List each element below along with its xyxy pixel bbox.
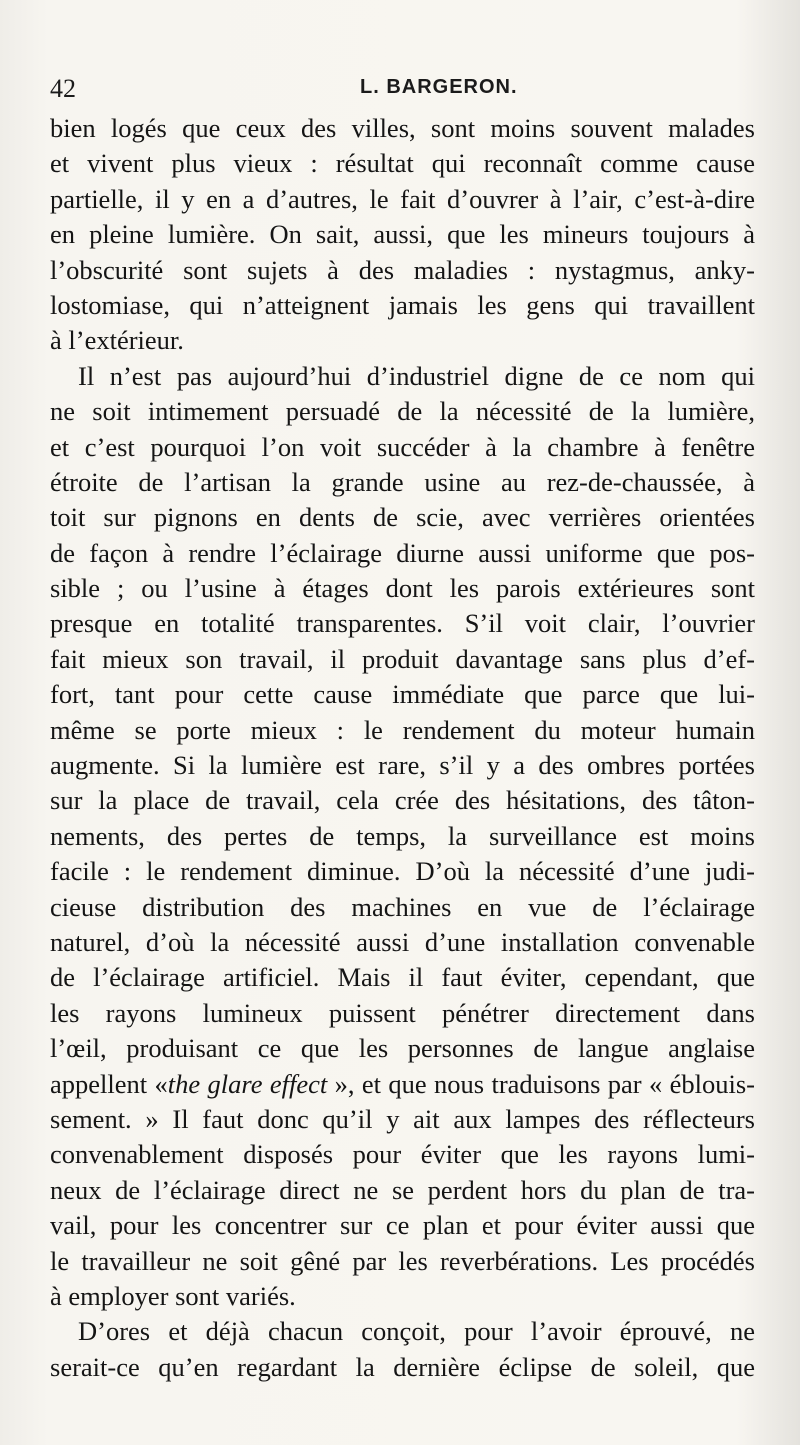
page-number: 42 — [50, 74, 76, 103]
text-line: sible ; ou l’usine à étages dont les parois extérieures sont — [50, 573, 755, 604]
text-line: nements, des pertes de temps, la surveillance est moins — [50, 820, 755, 851]
text-line: à employer sont variés. — [50, 1280, 296, 1311]
text-line: ne soit intimement persuadé de la nécessité de la lumière, — [50, 396, 755, 427]
text-line: presque en totalité transparentes. S’il voit clair, l’ouvrier — [50, 608, 755, 639]
body-text — [50, 111, 755, 1385]
text-line: à l’extérieur. — [50, 325, 184, 356]
text-line: convenablement disposés pour éviter que les rayons lumi- — [50, 1139, 755, 1170]
page-header — [50, 72, 750, 104]
text-line: l’œil, produisant ce que les personnes de langue anglaise — [50, 1033, 755, 1064]
text-segment: », et que nous traduisons par « éblouis- — [327, 1068, 755, 1099]
text-line: étroite de l’artisan la grande usine au rez-de-chaussée, à — [50, 466, 755, 497]
italic-phrase: the glare effect — [167, 1068, 328, 1099]
text-line: en pleine lumière. On sait, aussi, que les mineurs toujours à — [50, 219, 755, 250]
text-line: vail, pour les concentrer sur ce plan et pour éviter aussi que — [50, 1210, 755, 1241]
text-line: neux de l’éclairage direct ne se perdent hors du plan de tra- — [50, 1174, 755, 1205]
text-segment: appellent « — [50, 1068, 168, 1099]
text-line: de façon à rendre l’éclairage diurne aussi uniforme que pos- — [50, 537, 755, 568]
text-line: partielle, il y en a d’autres, le fait d’ouvrer à l’air, c’est-à-dire — [50, 183, 755, 214]
text-line: le travailleur ne soit gêné par les reverbérations. Les procédés — [50, 1245, 755, 1276]
text-line: fait mieux son travail, il produit davantage sans plus d’ef- — [50, 643, 755, 674]
text-line: sement. » Il faut donc qu’il y ait aux lampes des réflecteurs — [50, 1103, 755, 1134]
paragraph-start-line: D’ores et déjà chacun conçoit, pour l’avoir éprouvé, ne — [78, 1316, 755, 1347]
text-line: les rayons lumineux puissent pénétrer directement dans — [50, 997, 755, 1028]
text-line: augmente. Si la lumière est rare, s’il y a des ombres portées — [50, 750, 755, 781]
text-line: toit sur pignons en dents de scie, avec verrières orientées — [50, 502, 755, 533]
paragraph-start-line: Il n’est pas aujourd’hui d’industriel digne de ce nom qui — [78, 360, 755, 391]
text-line: et c’est pourquoi l’on voit succéder à la chambre à fenêtre — [50, 431, 755, 462]
text-line: sur la place de travail, cela crée des hésitations, des tâton- — [50, 785, 755, 816]
text-line: l’obscurité sont sujets à des maladies : nystagmus, anky- — [50, 254, 755, 285]
text-line: et vivent plus vieux : résultat qui reconnaît comme cause — [50, 148, 755, 179]
text-line: lostomiase, qui n’atteignent jamais les gens qui travaillent — [50, 289, 755, 320]
text-line: même se porte mieux : le rendement du moteur humain — [50, 714, 755, 745]
text-line: facile : le rendement diminue. D’où la nécessité d’une judi- — [50, 856, 755, 887]
text-line: serait-ce qu’en regardant la dernière éclipse de soleil, que — [50, 1351, 755, 1382]
text-line: bien logés que ceux des villes, sont moins souvent malades — [50, 113, 755, 143]
text-line: fort, tant pour cette cause immédiate que parce que lui- — [50, 679, 755, 710]
text-line-with-italic — [50, 1067, 755, 1102]
running-head: L. BARGERON. — [360, 76, 518, 98]
text-line: cieuse distribution des machines en vue de l’éclairage — [50, 891, 755, 922]
text-line: de l’éclairage artificiel. Mais il faut éviter, cependant, que — [50, 962, 755, 993]
text-line: naturel, d’où la nécessité aussi d’une installation convenable — [50, 926, 755, 957]
